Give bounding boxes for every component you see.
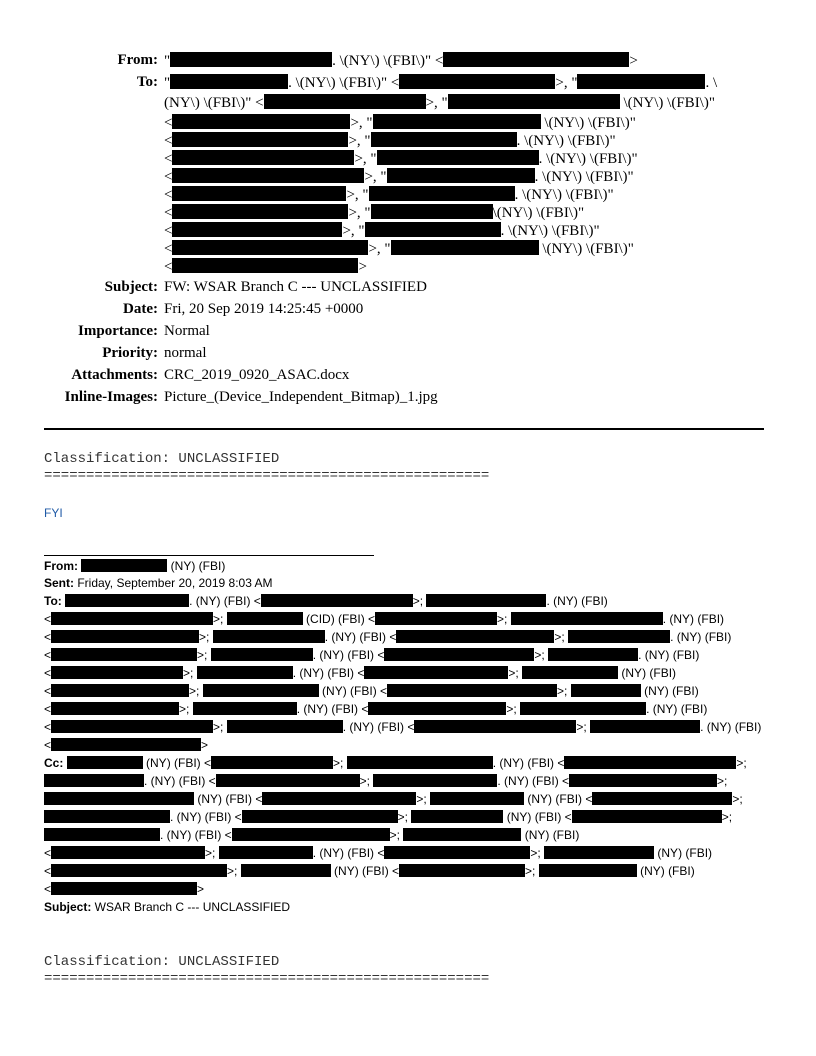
redaction xyxy=(172,222,342,237)
redaction xyxy=(213,630,325,643)
redaction xyxy=(51,882,197,895)
separator: >, " xyxy=(364,169,387,185)
redaction xyxy=(399,74,555,89)
to-line-7 xyxy=(164,186,614,204)
redaction xyxy=(172,258,358,273)
org-tag: . (NY) (FBI) < xyxy=(324,630,397,644)
fwd-cc-label: Cc: xyxy=(44,756,64,770)
redaction xyxy=(411,810,503,823)
redaction xyxy=(172,168,364,183)
redaction xyxy=(211,756,333,769)
org-tag: . (NY) (FBI) xyxy=(662,612,725,626)
fwd-to-line-7 xyxy=(44,702,707,719)
subject-value: FW: WSAR Branch C --- UNCLASSIFIED xyxy=(164,279,427,295)
org-tag: . (NY) (FBI) xyxy=(546,594,608,608)
separator: >; xyxy=(736,756,747,770)
redaction xyxy=(44,828,160,841)
redaction xyxy=(81,559,167,572)
redaction xyxy=(430,792,524,805)
fwd-subject-label: Subject: xyxy=(44,900,92,914)
org-tag: . (NY) (FBI) xyxy=(646,702,708,716)
inline-images-label: Inline-Images: xyxy=(64,389,158,405)
redaction xyxy=(170,52,332,67)
org-tag: . \(NY\) \(FBI\)" xyxy=(500,223,600,239)
quote: " xyxy=(164,53,171,69)
org-tag: . (NY) (FBI) < xyxy=(292,666,365,680)
fwd-cc-line-4 xyxy=(44,810,732,827)
bracket: < xyxy=(44,684,52,698)
redaction xyxy=(262,792,416,805)
redaction xyxy=(44,810,170,823)
fwd-sent-value: Friday, September 20, 2019 8:03 AM xyxy=(74,576,273,590)
redaction xyxy=(364,666,508,679)
redaction xyxy=(172,132,348,147)
redaction xyxy=(511,612,663,625)
to-line-10 xyxy=(164,240,634,258)
priority-label: Priority: xyxy=(102,345,158,361)
redaction xyxy=(375,612,497,625)
org-tag: . (NY) (FBI) < xyxy=(312,648,385,662)
redaction xyxy=(51,630,199,643)
fwd-sent-line xyxy=(44,576,273,593)
separator: >; xyxy=(416,792,431,806)
redaction xyxy=(384,846,530,859)
classification-top: Classification: UNCLASSIFIED xyxy=(44,451,280,467)
separator: >; xyxy=(717,774,728,788)
separator: >; xyxy=(506,702,521,716)
to-line-4 xyxy=(164,132,616,150)
redaction xyxy=(242,810,398,823)
org-tag: (CID) (FBI) < xyxy=(302,612,376,626)
redaction xyxy=(241,864,331,877)
fwd-cc-line-8 xyxy=(44,882,204,899)
fwd-to-line-4 xyxy=(44,648,699,665)
fwd-cc-line-3 xyxy=(44,792,743,809)
classification-top-rule: ===================================================== xyxy=(44,468,490,484)
redaction xyxy=(377,150,539,165)
redaction xyxy=(51,648,197,661)
redaction xyxy=(51,864,227,877)
importance-label: Importance: xyxy=(78,323,158,339)
org-tag: . \(NY\) \(FBI\)" xyxy=(538,151,638,167)
redaction xyxy=(577,74,705,89)
org-tag: . (NY) (FBI) < xyxy=(170,810,242,824)
separator: >, " xyxy=(555,75,578,91)
quote: " xyxy=(164,75,171,91)
org-tag: (NY\) \(FBI\)" xyxy=(164,95,252,111)
bracket: < xyxy=(44,720,52,734)
to-line-2 xyxy=(164,94,715,112)
fwd-to-line-9 xyxy=(44,738,208,755)
separator: >; xyxy=(359,774,374,788)
fwd-cc-line-7 xyxy=(44,864,695,881)
redaction xyxy=(211,648,313,661)
org-tag: (NY) (FBI) < xyxy=(142,756,212,770)
to-line-11 xyxy=(164,258,367,276)
separator: >; xyxy=(333,756,347,770)
bracket: < xyxy=(44,648,52,662)
separator: >, " xyxy=(342,223,365,239)
org-tag: \(NY\) \(FBI\)" xyxy=(542,241,634,257)
fwd-subject-value: WSAR Branch C --- UNCLASSIFIED xyxy=(91,900,291,914)
to-line-5 xyxy=(164,150,638,168)
redaction xyxy=(572,810,722,823)
org-tag: . (NY) (FBI) < xyxy=(144,774,216,788)
separator: >; xyxy=(227,864,241,878)
redaction xyxy=(232,828,390,841)
redaction xyxy=(520,702,646,715)
fwd-subject-line xyxy=(44,900,290,917)
org-tag: (NY) (FBI) xyxy=(636,864,695,878)
org-tag: . (NY) (FBI) xyxy=(700,720,762,734)
importance-value: Normal xyxy=(164,323,210,339)
from-value xyxy=(164,52,638,70)
redaction xyxy=(51,666,183,679)
separator: >; xyxy=(497,612,511,626)
fwd-to-line-6 xyxy=(44,684,699,701)
redaction xyxy=(170,74,288,89)
bracket: < xyxy=(44,738,52,752)
bracket: < xyxy=(164,223,173,239)
fyi-text: FYI xyxy=(44,506,63,520)
separator: >; xyxy=(732,792,743,806)
separator: >; xyxy=(554,630,569,644)
bracket: < xyxy=(44,864,52,878)
fwd-to-line-1 xyxy=(44,594,608,611)
to-line-8 xyxy=(164,204,584,222)
attachments-label: Attachments: xyxy=(71,367,158,383)
redaction xyxy=(51,684,189,697)
separator: >; xyxy=(508,666,523,680)
org-tag: . \(NY\) \(FBI\)" xyxy=(514,187,614,203)
separator: >; xyxy=(213,720,227,734)
redaction xyxy=(443,52,629,67)
separator: >, " xyxy=(425,95,448,111)
redaction xyxy=(548,648,638,661)
bracket: < xyxy=(164,241,173,257)
fwd-to-line-8 xyxy=(44,720,761,737)
bracket: < xyxy=(164,205,173,221)
redaction xyxy=(51,738,201,751)
org-tag: . (NY) (FBI) < xyxy=(342,720,415,734)
redaction xyxy=(539,864,637,877)
classification-bottom: Classification: UNCLASSIFIED xyxy=(44,954,280,970)
redaction xyxy=(51,720,213,733)
redaction xyxy=(592,792,732,805)
separator: >; xyxy=(205,846,219,860)
redaction xyxy=(371,132,517,147)
org-tag: . (NY) (FBI) < xyxy=(160,828,232,842)
redaction xyxy=(373,774,497,787)
redaction xyxy=(391,240,539,255)
to-line-3 xyxy=(164,114,636,132)
redaction xyxy=(172,186,346,201)
redaction xyxy=(51,846,205,859)
separator: >, " xyxy=(346,187,369,203)
redaction xyxy=(544,846,654,859)
subject-label: Subject: xyxy=(104,279,158,295)
date-value: Fri, 20 Sep 2019 14:25:45 +0000 xyxy=(164,301,364,317)
forward-separator xyxy=(44,555,374,556)
redaction xyxy=(522,666,618,679)
separator: >; xyxy=(525,864,539,878)
redaction xyxy=(172,240,368,255)
bracket: < xyxy=(44,612,52,626)
org-tag: \(NY\) \(FBI\)" xyxy=(544,115,636,131)
separator: >, " xyxy=(354,151,377,167)
org-tag: (NY) (FBI) xyxy=(521,828,580,842)
redaction xyxy=(365,222,501,237)
bracket: < xyxy=(390,75,400,91)
fwd-sent-label: Sent: xyxy=(44,576,74,590)
fwd-to-line-2 xyxy=(44,612,724,629)
bracket: < xyxy=(164,115,173,131)
separator: >; xyxy=(197,648,211,662)
bracket: < xyxy=(44,630,52,644)
fwd-cc-line-5 xyxy=(44,828,579,845)
org-tag: . \(NY\) \(FBI\)" xyxy=(534,169,634,185)
org-tag: (NY) (FBI) < xyxy=(524,792,593,806)
redaction xyxy=(569,774,717,787)
org-tag: . (NY) (FBI) < xyxy=(497,774,570,788)
redaction xyxy=(448,94,620,109)
org-tag: (NY) (FBI) xyxy=(654,846,713,860)
bracket: < xyxy=(44,666,52,680)
redaction xyxy=(172,114,350,129)
classification-bottom-rule: ===================================================== xyxy=(44,971,490,987)
bracket: < xyxy=(164,187,173,203)
bracket: > xyxy=(201,738,209,752)
attachment-file[interactable]: CRC_2019_0920_ASAC.docx xyxy=(164,367,350,383)
bracket: < xyxy=(44,846,52,860)
separator: >; xyxy=(530,846,545,860)
redaction xyxy=(371,204,493,219)
org-tag: . (NY) (FBI) xyxy=(670,630,732,644)
org-tag: \(NY\) \(FBI\)" xyxy=(492,205,585,221)
separator: >, " xyxy=(368,241,391,257)
redaction xyxy=(227,720,343,733)
separator: >; xyxy=(557,684,571,698)
redaction xyxy=(227,612,303,625)
redaction xyxy=(51,612,213,625)
org-tag: . (NY) (FBI) xyxy=(638,648,700,662)
redaction xyxy=(369,186,515,201)
redaction xyxy=(414,720,576,733)
redaction xyxy=(172,204,348,219)
bracket: < xyxy=(44,882,52,896)
redaction xyxy=(65,594,189,607)
org-tag: . \(NY\) \(FBI\)" xyxy=(288,75,388,91)
redaction xyxy=(197,666,293,679)
org-tag: . (NY) (FBI) < xyxy=(492,756,565,770)
separator: >; xyxy=(179,702,193,716)
fwd-to-line-3 xyxy=(44,630,731,647)
redaction xyxy=(347,756,493,769)
org-tag: . \ xyxy=(705,75,718,91)
redaction xyxy=(384,648,534,661)
separator: >, " xyxy=(350,115,373,131)
org-tag: . \(NY\) \(FBI\)" xyxy=(332,53,432,69)
org-tag: . (NY) (FBI) < xyxy=(312,846,385,860)
separator: >; xyxy=(199,630,213,644)
org-tag: (NY) (FBI) < xyxy=(330,864,400,878)
org-tag: (NY) (FBI) xyxy=(640,684,699,698)
date-label: Date: xyxy=(123,301,158,317)
redaction xyxy=(203,684,319,697)
redaction xyxy=(368,702,506,715)
fwd-cc-line-2 xyxy=(44,774,727,791)
redaction xyxy=(568,630,670,643)
redaction xyxy=(51,702,179,715)
redaction xyxy=(590,720,700,733)
separator: >, " xyxy=(348,205,371,221)
bracket: > xyxy=(629,53,638,69)
redaction xyxy=(571,684,641,697)
org-tag: . \(NY\) \(FBI\)" xyxy=(516,133,616,149)
redaction xyxy=(403,828,521,841)
redaction xyxy=(67,756,143,769)
priority-value: normal xyxy=(164,345,207,361)
redaction xyxy=(387,684,557,697)
redaction xyxy=(44,792,194,805)
bracket: < xyxy=(434,53,444,69)
fwd-from-line xyxy=(44,559,225,576)
org-tag: (NY) (FBI) < xyxy=(194,792,263,806)
separator: >; xyxy=(189,684,203,698)
from-label: From: xyxy=(117,52,158,68)
bracket: > xyxy=(197,882,205,896)
separator: >; xyxy=(213,612,227,626)
org-tag: (NY) (FBI) xyxy=(167,559,226,573)
bracket: > xyxy=(358,259,367,275)
bracket: < xyxy=(164,259,173,275)
bracket: < xyxy=(164,133,173,149)
org-tag: . (NY) (FBI) < xyxy=(189,594,261,608)
separator: >; xyxy=(534,648,549,662)
redaction xyxy=(219,846,313,859)
to-line-1 xyxy=(164,74,717,92)
redaction xyxy=(193,702,297,715)
fwd-from-label: From: xyxy=(44,559,78,573)
separator: >, " xyxy=(348,133,371,149)
fwd-cc-line-1 xyxy=(44,756,747,773)
bracket: < xyxy=(255,95,264,111)
to-label: To: xyxy=(136,74,158,90)
redaction xyxy=(216,774,360,787)
redaction xyxy=(373,114,541,129)
redaction xyxy=(261,594,413,607)
fwd-to-label: To: xyxy=(44,594,62,608)
redaction xyxy=(44,774,144,787)
bracket: < xyxy=(164,169,173,185)
separator: >; xyxy=(389,828,404,842)
org-tag: (NY) (FBI) xyxy=(618,666,677,680)
org-tag: (NY) (FBI) < xyxy=(503,810,572,824)
separator: >; xyxy=(412,594,427,608)
separator: >; xyxy=(721,810,733,824)
to-line-6 xyxy=(164,168,634,186)
org-tag: \(NY\) \(FBI\)" xyxy=(623,95,715,111)
redaction xyxy=(172,150,354,165)
bracket: < xyxy=(44,702,52,716)
separator: >; xyxy=(183,666,197,680)
fwd-cc-line-6 xyxy=(44,846,712,863)
bracket: < xyxy=(164,151,173,167)
org-tag: (NY) (FBI) < xyxy=(318,684,388,698)
redaction xyxy=(387,168,535,183)
redaction xyxy=(564,756,736,769)
redaction xyxy=(264,94,426,109)
separator: >; xyxy=(576,720,591,734)
redaction xyxy=(399,864,525,877)
fwd-to-line-5 xyxy=(44,666,676,683)
org-tag: . (NY) (FBI) < xyxy=(296,702,369,716)
redaction xyxy=(396,630,554,643)
inline-image-file[interactable]: Picture_(Device_Independent_Bitmap)_1.jpg xyxy=(164,389,438,405)
redaction xyxy=(426,594,546,607)
separator: >; xyxy=(397,810,412,824)
to-line-9 xyxy=(164,222,600,240)
header-divider xyxy=(44,428,764,430)
